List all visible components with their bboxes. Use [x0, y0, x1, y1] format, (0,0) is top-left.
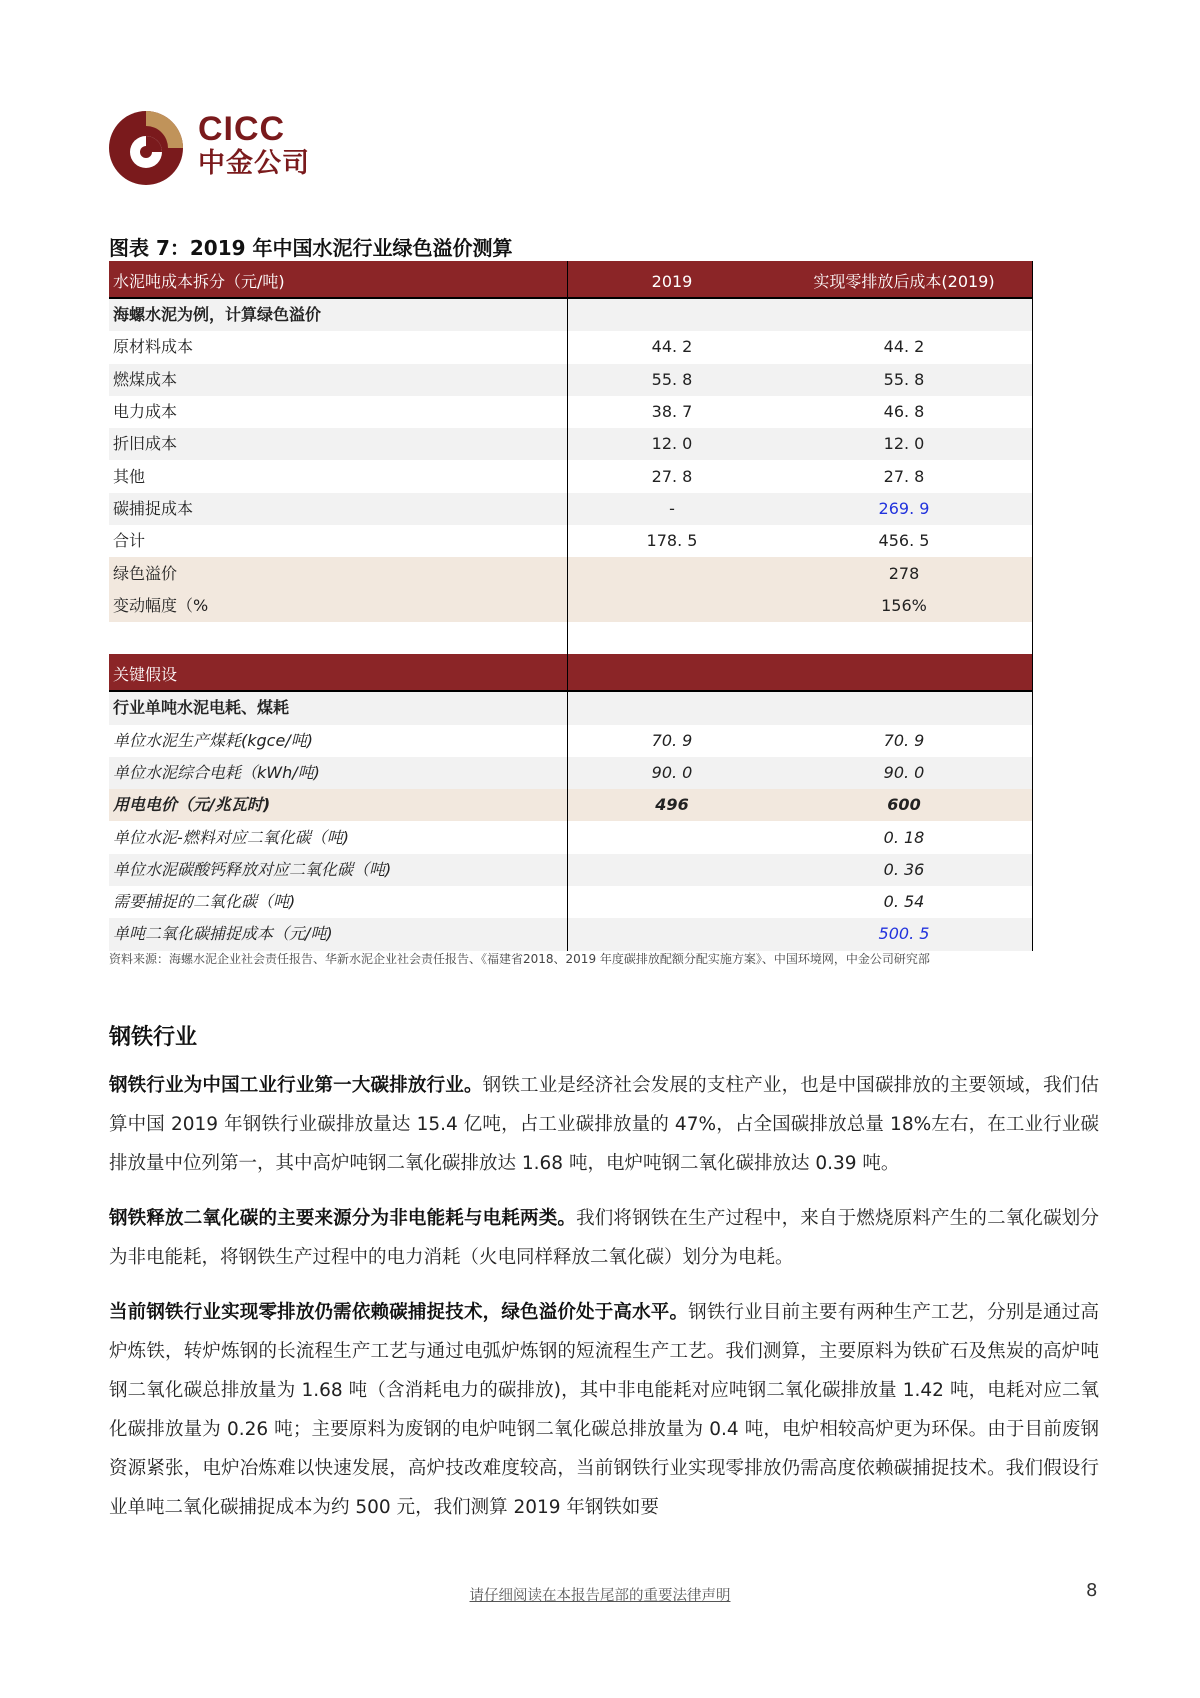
- header-empty: [776, 654, 1033, 691]
- paragraph-1-text: 钢铁工业是经济社会发展的支柱产业，也是中国碳排放的主要领域，我们估算中国 2019 年钢铁行业碳排放量达 15.4 亿吨，占工业碳排放量的 47%，占全国碳排放总量 18%左右，在工业行业碳排放量中位列第一，其中高炉吨钢二氧化碳排放达 1.68 吨，电炉吨钢二氧化碳排放达 0.39 吨。: [109, 1075, 1099, 1174]
- row-label: 单吨二氧化碳捕捉成本（元/吨): [109, 918, 568, 950]
- value-2019: [568, 854, 777, 886]
- logo-text-en: CICC: [198, 110, 286, 148]
- value-zero-emission: 0. 54: [776, 886, 1033, 918]
- table-row: [109, 886, 1033, 918]
- value-2019: [568, 886, 777, 918]
- row-label: 其他: [109, 460, 568, 492]
- table-row: [109, 590, 1033, 622]
- value-zero-emission: 70. 9: [776, 725, 1033, 757]
- row-label: 折旧成本: [109, 428, 568, 460]
- value-2019: [568, 298, 777, 331]
- table-row: [109, 622, 1033, 654]
- value-2019: [568, 622, 777, 654]
- value-2019: [568, 821, 777, 853]
- footer-disclaimer: [0, 1584, 1200, 1605]
- value-zero-emission: 44. 2: [776, 331, 1033, 363]
- table-row: [109, 460, 1033, 492]
- value-2019: 27. 8: [568, 460, 777, 492]
- paragraph-2: [109, 1199, 1099, 1277]
- row-label: 燃煤成本: [109, 364, 568, 396]
- row-label: 海螺水泥为例，计算绿色溢价: [109, 298, 568, 331]
- value-zero-emission: 456. 5: [776, 525, 1033, 557]
- value-zero-emission: 156%: [776, 590, 1033, 622]
- value-zero-emission: 0. 18: [776, 821, 1033, 853]
- value-2019: 90. 0: [568, 757, 777, 789]
- row-label: 用电电价（元/兆瓦时): [109, 789, 568, 821]
- row-label: 单位水泥-燃料对应二氧化碳（吨): [109, 821, 568, 853]
- value-2019: 496: [568, 789, 777, 821]
- value-zero-emission: 46. 8: [776, 396, 1033, 428]
- green-premium-table: [109, 261, 1033, 951]
- table-row: [109, 396, 1033, 428]
- paragraph-1-lead: 钢铁行业为中国工业行业第一大碳排放行业。: [109, 1075, 483, 1096]
- row-label: 碳捕捉成本: [109, 493, 568, 525]
- table-row: [109, 525, 1033, 557]
- value-zero-emission: 12. 0: [776, 428, 1033, 460]
- row-label: 合计: [109, 525, 568, 557]
- paragraph-3-lead: 当前钢铁行业实现零排放仍需依赖碳捕捉技术，绿色溢价处于高水平。: [109, 1302, 689, 1323]
- row-label: 原材料成本: [109, 331, 568, 363]
- value-zero-emission: 27. 8: [776, 460, 1033, 492]
- value-zero-emission: 500. 5: [776, 918, 1033, 950]
- value-2019: -: [568, 493, 777, 525]
- row-label: 需要捕捉的二氧化碳（吨): [109, 886, 568, 918]
- page-number: 8: [1086, 1580, 1098, 1601]
- paragraph-3-text: 钢铁行业目前主要有两种生产工艺，分别是通过高炉炼铁，转炉炼钢的长流程生产工艺与通过电弧炉炼钢的短流程生产工艺。我们测算，主要原料为铁矿石及焦炭的高炉吨钢二氧化碳总排放量为 1.68 吨（含消耗电力的碳排放)，其中非电能耗对应吨钢二氧化碳排放量 1.42 吨，电耗对应二氧化碳排放量为 0.26 吨；主要原料为废钢的电炉吨钢二氧化碳总排放量为 0.4 吨，电炉相较高炉更为环保。由于目前废钢资源紧张，电炉冶炼难以快速发展，高炉技改难度较高，当前钢铁行业实现零排放仍需高度依赖碳捕捉技术。我们假设行业单吨二氧化碳捕捉成本为约 500 元，我们测算 2019 年钢铁如要: [109, 1302, 1099, 1518]
- header-empty: [568, 654, 777, 691]
- header-zero-emission: 实现零排放后成本(2019): [776, 261, 1033, 298]
- value-zero-emission: 90. 0: [776, 757, 1033, 789]
- table-row: [109, 918, 1033, 950]
- row-label: 变动幅度（%: [109, 590, 568, 622]
- cicc-logo-icon: [108, 110, 184, 186]
- value-zero-emission: 0. 36: [776, 854, 1033, 886]
- table-row: [109, 854, 1033, 886]
- value-zero-emission: 55. 8: [776, 364, 1033, 396]
- header-2019: 2019: [568, 261, 777, 298]
- table-row: [109, 557, 1033, 589]
- logo-text-cn: 中金公司: [198, 148, 310, 179]
- section-title: 钢铁行业: [109, 1025, 198, 1050]
- value-zero-emission: [776, 298, 1033, 331]
- row-label: [109, 622, 568, 654]
- value-2019: [568, 691, 777, 724]
- table-row: [109, 725, 1033, 757]
- table-row: [109, 298, 1033, 331]
- source-note: 资料来源：海螺水泥企业社会责任报告、华新水泥企业社会责任报告、《福建省2018、2019 年度碳排放配额分配实施方案》、中国环境网，中金公司研究部: [109, 952, 930, 966]
- row-label: 电力成本: [109, 396, 568, 428]
- value-zero-emission: 269. 9: [776, 493, 1033, 525]
- table-row: [109, 691, 1033, 724]
- row-label: 行业单吨水泥电耗、煤耗: [109, 691, 568, 724]
- row-label: 单位水泥生产煤耗(kgce/吨): [109, 725, 568, 757]
- table-row: [109, 364, 1033, 396]
- disclaimer-link[interactable]: 请仔细阅读在本报告尾部的重要法律声明: [469, 1588, 731, 1604]
- figure-title: 图表 7：2019 年中国水泥行业绿色溢价测算: [109, 236, 513, 260]
- value-2019: 44. 2: [568, 331, 777, 363]
- table-row: [109, 757, 1033, 789]
- table-row: [109, 493, 1033, 525]
- table-header-row: [109, 261, 1033, 298]
- table-row: [109, 821, 1033, 853]
- table-row: [109, 789, 1033, 821]
- paragraph-2-lead: 钢铁释放二氧化碳的主要来源分为非电能耗与电耗两类。: [109, 1208, 577, 1229]
- value-zero-emission: [776, 622, 1033, 654]
- value-2019: 70. 9: [568, 725, 777, 757]
- assumptions-header: 关键假设: [109, 654, 568, 691]
- value-2019: [568, 918, 777, 950]
- row-label: 单位水泥碳酸钙释放对应二氧化碳（吨): [109, 854, 568, 886]
- value-2019: [568, 590, 777, 622]
- value-2019: 178. 5: [568, 525, 777, 557]
- value-zero-emission: [776, 691, 1033, 724]
- paragraph-2-text: 我们将钢铁在生产过程中，来自于燃烧原料产生的二氧化碳划分为非电能耗，将钢铁生产过程中的电力消耗（火电同样释放二氧化碳）划分为电耗。: [109, 1208, 1099, 1268]
- cicc-logo: [108, 110, 328, 186]
- value-2019: 12. 0: [568, 428, 777, 460]
- row-label: 单位水泥综合电耗（kWh/吨): [109, 757, 568, 789]
- header-label: 水泥吨成本拆分（元/吨): [109, 261, 568, 298]
- value-2019: [568, 557, 777, 589]
- assumptions-header-row: [109, 654, 1033, 691]
- table-row: [109, 331, 1033, 363]
- row-label: 绿色溢价: [109, 557, 568, 589]
- value-zero-emission: 600: [776, 789, 1033, 821]
- value-2019: 38. 7: [568, 396, 777, 428]
- value-zero-emission: 278: [776, 557, 1033, 589]
- paragraph-1: [109, 1066, 1099, 1183]
- value-2019: 55. 8: [568, 364, 777, 396]
- table-row: [109, 428, 1033, 460]
- paragraph-3: [109, 1293, 1099, 1527]
